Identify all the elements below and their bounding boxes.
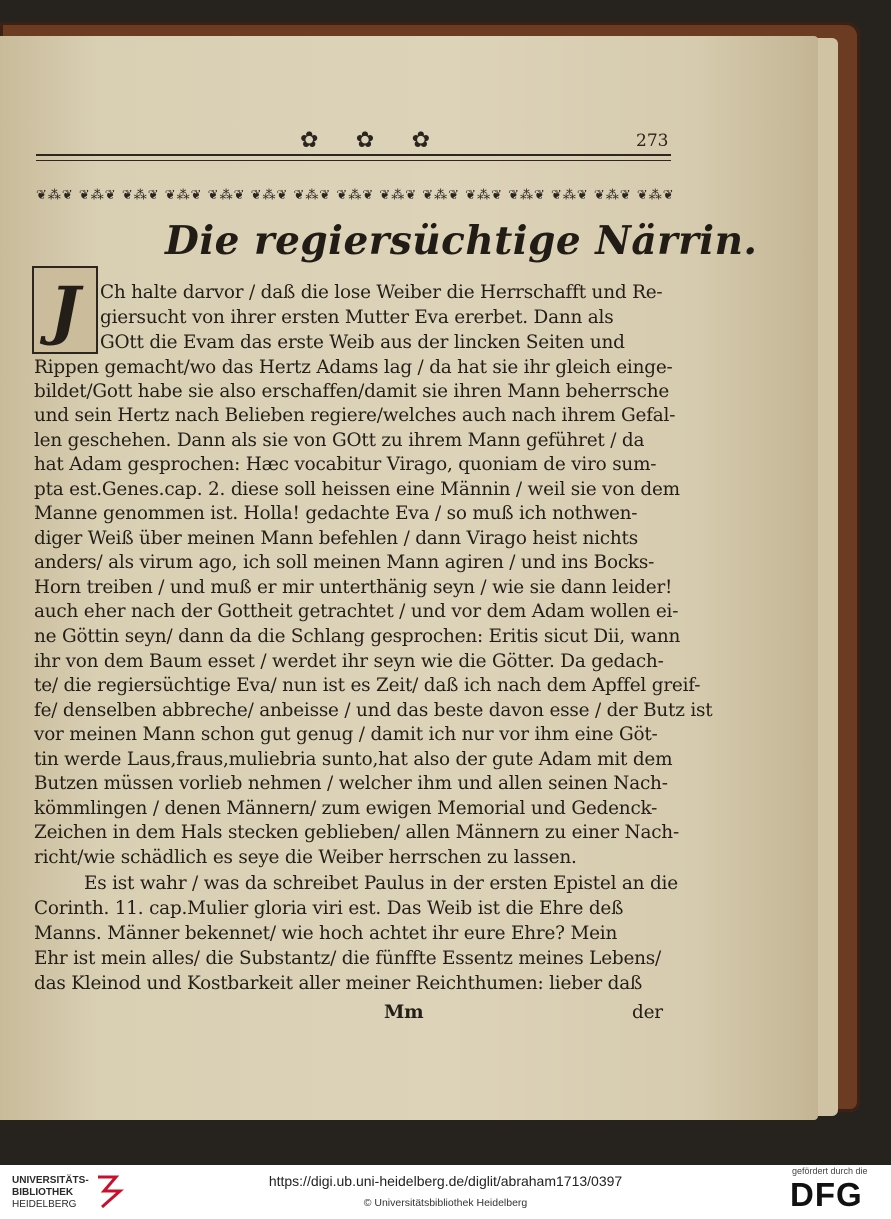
logo-text: UNIVERSITÄTS- [12, 1175, 89, 1186]
text-line: das Kleinod und Kostbarkeit aller meiner Reichthumen: lieber daß [34, 973, 643, 994]
text-line: diger Weiß über meinen Mann befehlen / dann Virago heist nichts [34, 528, 638, 549]
flower-ornament-icon: ✿ [355, 128, 375, 153]
text-line: Ehr ist mein alles/ die Substantz/ die fünffte Essentz meines Lebens/ [34, 948, 662, 969]
text-line: kömmlingen / denen Männern/ zum ewigen Memorial und Gedenck- [34, 798, 658, 819]
signature-mark: Mm [384, 1002, 424, 1023]
sponsor-caption: gefördert durch die [792, 1166, 868, 1176]
text-line: anders/ als virum ago, ich soll meinen Mann agiren / und ins Bocks- [34, 552, 655, 573]
text-line: ne Göttin seyn/ dann da die Schlang gesprochen: Eritis sicut Dii, wann [34, 626, 681, 647]
text-line: giersucht von ihrer ersten Mutter Eva ererbet. Dann als [100, 307, 614, 328]
text-line: GOtt die Evam das erste Weib aus der lincken Seiten und [100, 332, 625, 353]
text-line: Ch halte darvor / daß die lose Weiber die Herrschafft und Re- [100, 282, 663, 303]
text-line: pta est.Genes.cap. 2. diese soll heissen eine Männin / weil sie von dem [34, 479, 680, 500]
text-line: Butzen müssen vorlieb nehmen / welcher ihm und allen seinen Nach- [34, 773, 668, 794]
logo-text: HEIDELBERG [12, 1199, 77, 1210]
chapter-title: Die regiersüchtige Närrin. [165, 218, 758, 264]
text-line: fe/ denselben abbreche/ anbeisse / und das beste davon esse / der Butz ist [34, 700, 713, 721]
text-line: vor meinen Mann schon gut genug / damit ich nur vor ihm eine Göt- [34, 724, 658, 745]
header-ornaments [300, 128, 430, 153]
text-line: Zeichen in dem Hals stecken geblieben/ allen Männern zu einer Nach- [34, 822, 679, 843]
text-line: Manne genommen ist. Holla! gedachte Eva / so muß ich nothwen- [34, 503, 638, 524]
text-line: te/ die regiersüchtige Eva/ nun ist es Zeit/ daß ich nach dem Apffel greif- [34, 675, 701, 696]
text-line: tin werde Laus,fraus,muliebria sunto,hat also der gute Adam mit dem [34, 749, 673, 770]
text-line: len geschehen. Dann als sie von GOtt zu ihrem Mann geführet / da [34, 430, 645, 451]
text-line: auch eher nach der Gottheit getrachtet / und vor dem Adam wollen ei- [34, 601, 679, 622]
page-number: 273 [636, 131, 669, 151]
text-line: ihr von dem Baum esset / werdet ihr seyn wie die Götter. Da gedach- [34, 651, 664, 672]
text-line: Manns. Männer bekennet/ wie hoch achtet ihr eure Ehre? Mein [34, 923, 618, 944]
decorated-initial: J [32, 266, 98, 354]
ornament-border: ❦⁂❦ ❦⁂❦ ❦⁂❦ ❦⁂❦ ❦⁂❦ ❦⁂❦ ❦⁂❦ ❦⁂❦ ❦⁂❦ ❦⁂❦ ❦⁂❦ ❦⁂❦ ❦⁂❦ ❦⁂❦ ❦⁂❦ [36, 188, 675, 203]
text-line: Corinth. 11. cap.Mulier gloria viri est. Das Weib ist die Ehre deß [34, 898, 624, 919]
text-line: Horn treiben / und muß er mir unterthänig seyn / wie sie dann leider! [34, 577, 673, 598]
dfg-logo[interactable]: DFG [790, 1176, 863, 1213]
text-line: Es ist wahr / was da schreibet Paulus in der ersten Epistel an die [84, 873, 678, 894]
flower-ornament-icon: ✿ [300, 128, 319, 153]
flower-ornament-icon: ✿ [411, 128, 430, 153]
text-line: richt/wie schädlich es seye die Weiber herrschen zu lassen. [34, 847, 577, 868]
viewer-footer [0, 1165, 891, 1219]
text-line: hat Adam gesprochen: Hæc vocabitur Virago, quoniam de viro sum- [34, 454, 657, 475]
text-line: und sein Hertz nach Belieben regiere/welches auch nach ihrem Gefal- [34, 405, 676, 426]
logo-text: BIBLIOTHEK [12, 1187, 74, 1198]
text-line: Rippen gemacht/wo das Hertz Adams lag / da hat sie ihr gleich einge- [34, 357, 673, 378]
header-rule [36, 154, 671, 161]
catchword: der [632, 1002, 663, 1023]
text-line: bildet/Gott habe sie also erschaffen/damit sie ihren Mann beherrsche [34, 381, 670, 402]
permalink-url[interactable]: https://digi.ub.uni-heidelberg.de/diglit/abraham1713/0397 [268, 1173, 623, 1189]
copyright-notice: © Universitätsbibliothek Heidelberg [363, 1197, 528, 1209]
